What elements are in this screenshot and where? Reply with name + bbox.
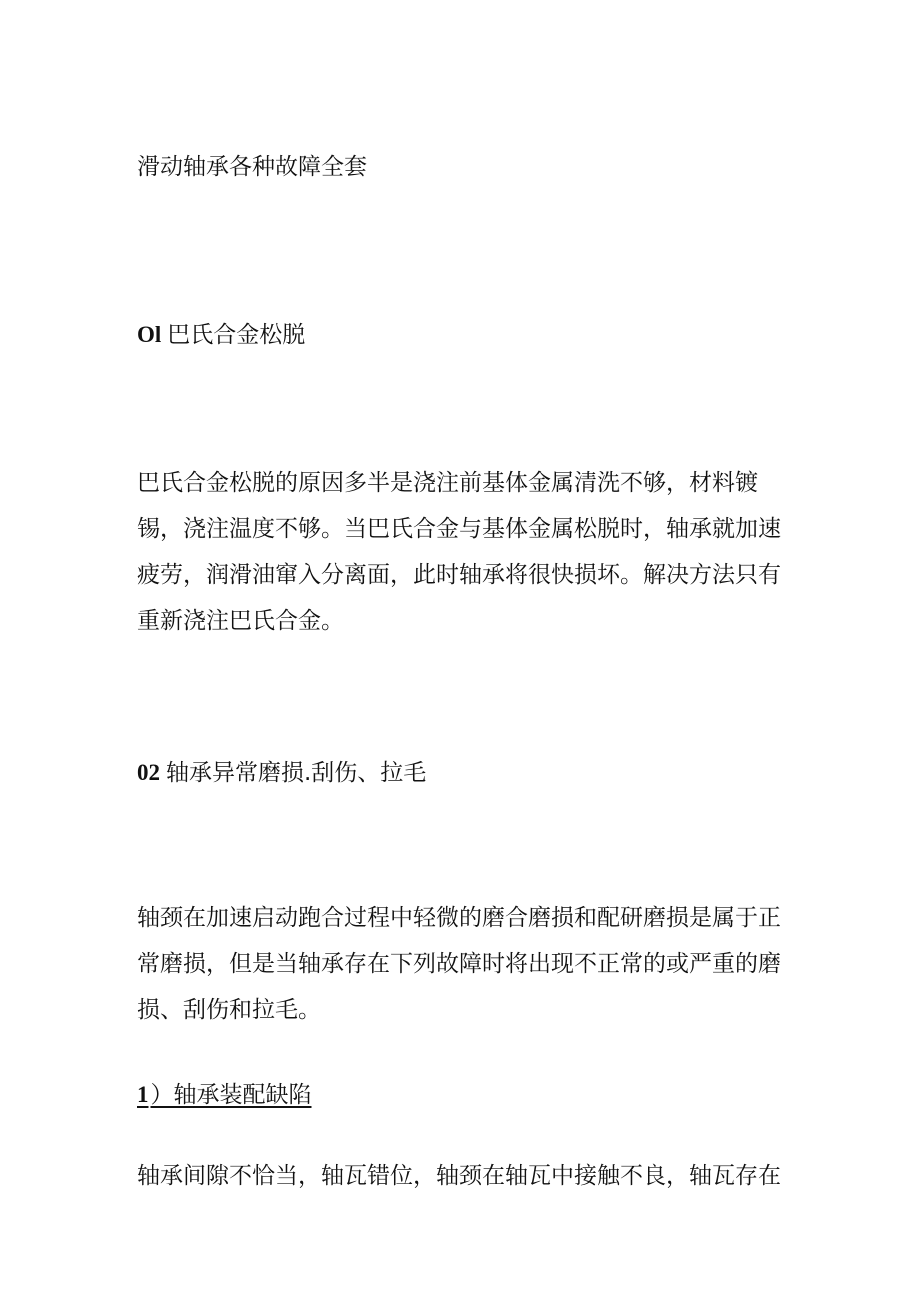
section-number-1: Ol [137,322,162,347]
section-paragraph-1: 巴氏合金松脱的原因多半是浇注前基体金属清洗不够，材料镀锡，浇注温度不够。当巴氏合金与基体金属松脱时，轴承就加速疲劳，润滑油窜入分离面，此时轴承将很快损坏。解决方法只有重新浇注巴氏合金。 [137,470,781,634]
section-number-2: 02 [137,760,160,785]
subsection-number-1: 1 [137,1082,149,1107]
section-heading-text-2: 轴承异常磨损.刮伤、拉毛 [166,760,427,786]
subsection-heading-1 [137,1080,312,1110]
section-heading-1 [137,320,305,350]
document-title: 滑动轴承各种故障全套 [137,154,367,180]
section-heading-2 [137,758,426,788]
section-paragraph-2: 轴颈在加速启动跑合过程中轻微的磨合磨损和配研磨损是属于正常磨损，但是当轴承存在下列故障时将出现不正常的或严重的磨损、刮伤和拉毛。 [137,905,781,1023]
subsection-paragraph-1: 轴承间隙不恰当，轴瓦错位，轴颈在轴瓦中接触不良，轴瓦存在 [137,1163,781,1189]
subsection-heading-text-1: ）轴承装配缺陷 [150,1082,312,1108]
section-heading-text-1: 巴氏合金松脱 [167,322,306,348]
